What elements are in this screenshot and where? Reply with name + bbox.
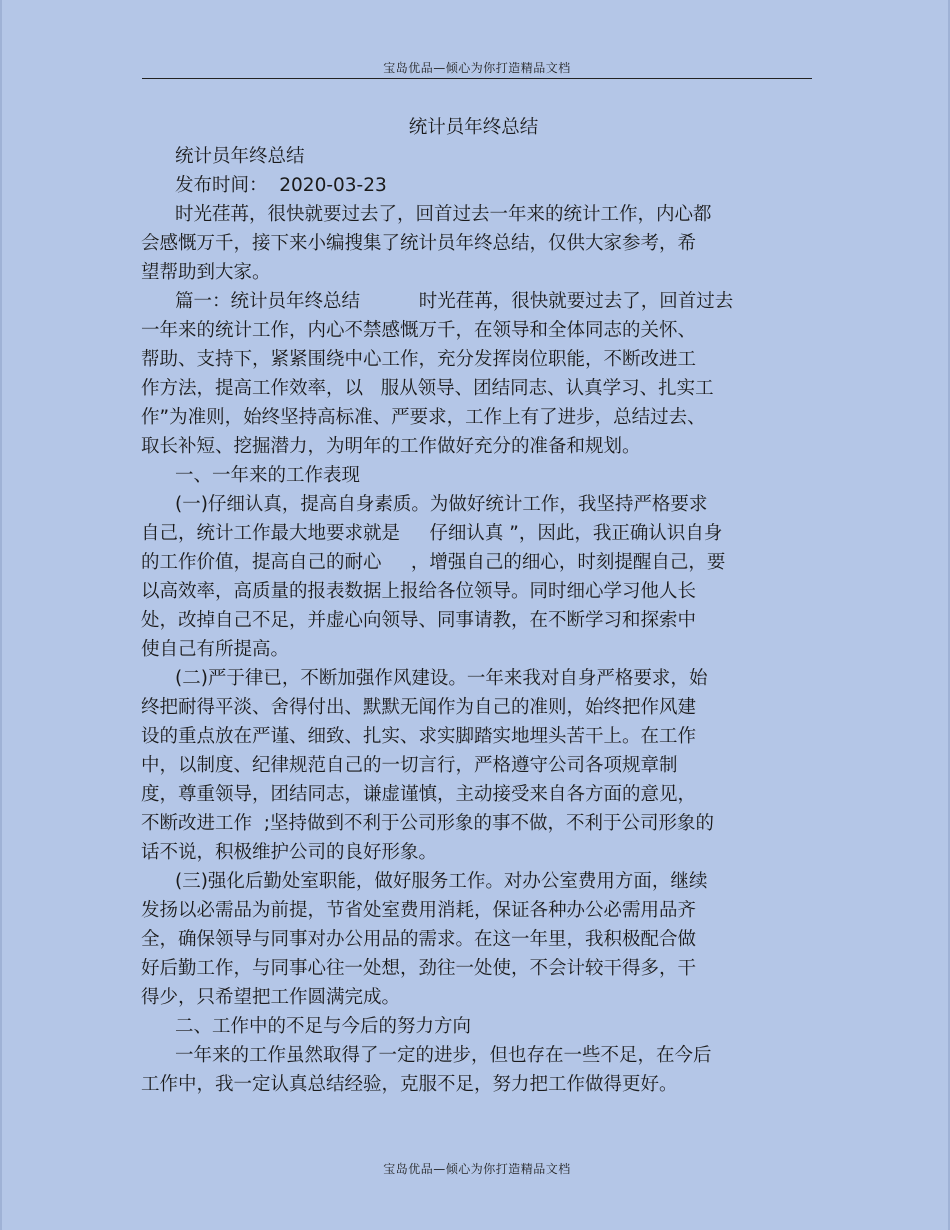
text-line: 以高效率，高质量的报表数据上报给各位领导。同时细心学习他人长 <box>141 581 697 602</box>
text-line: 一、一年来的工作表现 <box>175 465 361 486</box>
text-line: 发布时间： 2020-03-23 <box>175 175 387 196</box>
text-lines <box>141 142 786 1099</box>
text-line: 时光荏苒，很快就要过去了，回首过去一年来的统计工作，内心都 <box>175 204 712 225</box>
text-line: 取长补短、挖掘潜力，为明年的工作做好充分的准备和规划。 <box>141 436 641 457</box>
text-line: 统计员年终总结 <box>175 146 305 167</box>
text-line: 帮助、支持下，紧紧围绕中心工作，充分发挥岗位职能，不断改进工 <box>141 349 697 370</box>
text-line: 度，尊重领导，团结同志，谦虚谨慎，主动接受来自各方面的意见， <box>141 784 697 805</box>
text-line: 作”为准则，始终坚持高标准、严要求，工作上有了进步，总结过去、 <box>141 407 706 428</box>
text-line: 得少，只希望把工作圆满完成。 <box>141 987 401 1008</box>
text-line: 自己，统计工作最大地要求就是 仔细认真 ”，因此，我正确认识自身 <box>141 523 723 544</box>
text-line: (三)强化后勤处室职能，做好服务工作。对办公室费用方面，继续 <box>175 871 708 892</box>
page-header: 宝岛优品—倾心为你打造精品文档 <box>383 61 571 75</box>
text-line: 一年来的工作虽然取得了一定的进步，但也存在一些不足，在今后 <box>175 1045 712 1066</box>
text-line: (二)严于律已，不断加强作风建设。一年来我对自身严格要求，始 <box>175 668 708 689</box>
text-line: (一)仔细认真，提高自身素质。为做好统计工作，我坚持严格要求 <box>175 494 708 515</box>
header-divider <box>142 78 812 79</box>
text-line: 望帮助到大家。 <box>141 262 271 283</box>
document-title: 统计员年终总结 <box>408 117 539 138</box>
text-line: 的工作价值，提高自己的耐心 ，增强自己的细心，时刻提醒自己，要 <box>141 552 726 573</box>
document-body <box>141 113 786 1099</box>
text-line: 篇一：统计员年终总结 时光荏苒，很快就要过去了，回首过去 <box>175 291 734 312</box>
text-line: 处，改掉自己不足，并虚心向领导、同事请教，在不断学习和探索中 <box>141 610 697 631</box>
text-line: 一年来的统计工作，内心不禁感慨万千，在领导和全体同志的关怀、 <box>141 320 697 341</box>
text-line: 全，确保领导与同事对办公用品的需求。在这一年里，我积极配合做 <box>141 929 697 950</box>
text-line: 好后勤工作，与同事心往一处想，劲往一处使，不会计较干得多，干 <box>141 958 697 979</box>
text-line: 发扬以必需品为前提，节省处室费用消耗，保证各种办公必需用品齐 <box>141 900 697 921</box>
text-line: 作方法，提高工作效率，以 服从领导、团结同志、认真学习、扎实工 <box>141 378 714 399</box>
text-line: 二、工作中的不足与今后的努力方向 <box>175 1016 472 1037</box>
text-line: 终把耐得平淡、舍得付出、默默无闻作为自己的准则，始终把作风建 <box>141 697 697 718</box>
text-line: 设的重点放在严谨、细致、扎实、求实脚踏实地埋头苦干上。在工作 <box>141 726 697 747</box>
text-line: 工作中，我一定认真总结经验，克服不足，努力把工作做得更好。 <box>141 1074 678 1095</box>
text-line: 不断改进工作 ;坚持做到不利于公司形象的事不做，不利于公司形象的 <box>141 813 714 834</box>
text-line: 会感慨万千，接下来小编搜集了统计员年终总结，仅供大家参考，希 <box>141 233 697 254</box>
text-line: 使自己有所提高。 <box>141 639 290 660</box>
page-footer: 宝岛优品—倾心为你打造精品文档 <box>383 1162 571 1176</box>
text-line: 话不说，积极维护公司的良好形象。 <box>141 842 438 863</box>
text-line: 中，以制度、纪律规范自己的一切言行，严格遵守公司各项规章制 <box>141 755 678 776</box>
